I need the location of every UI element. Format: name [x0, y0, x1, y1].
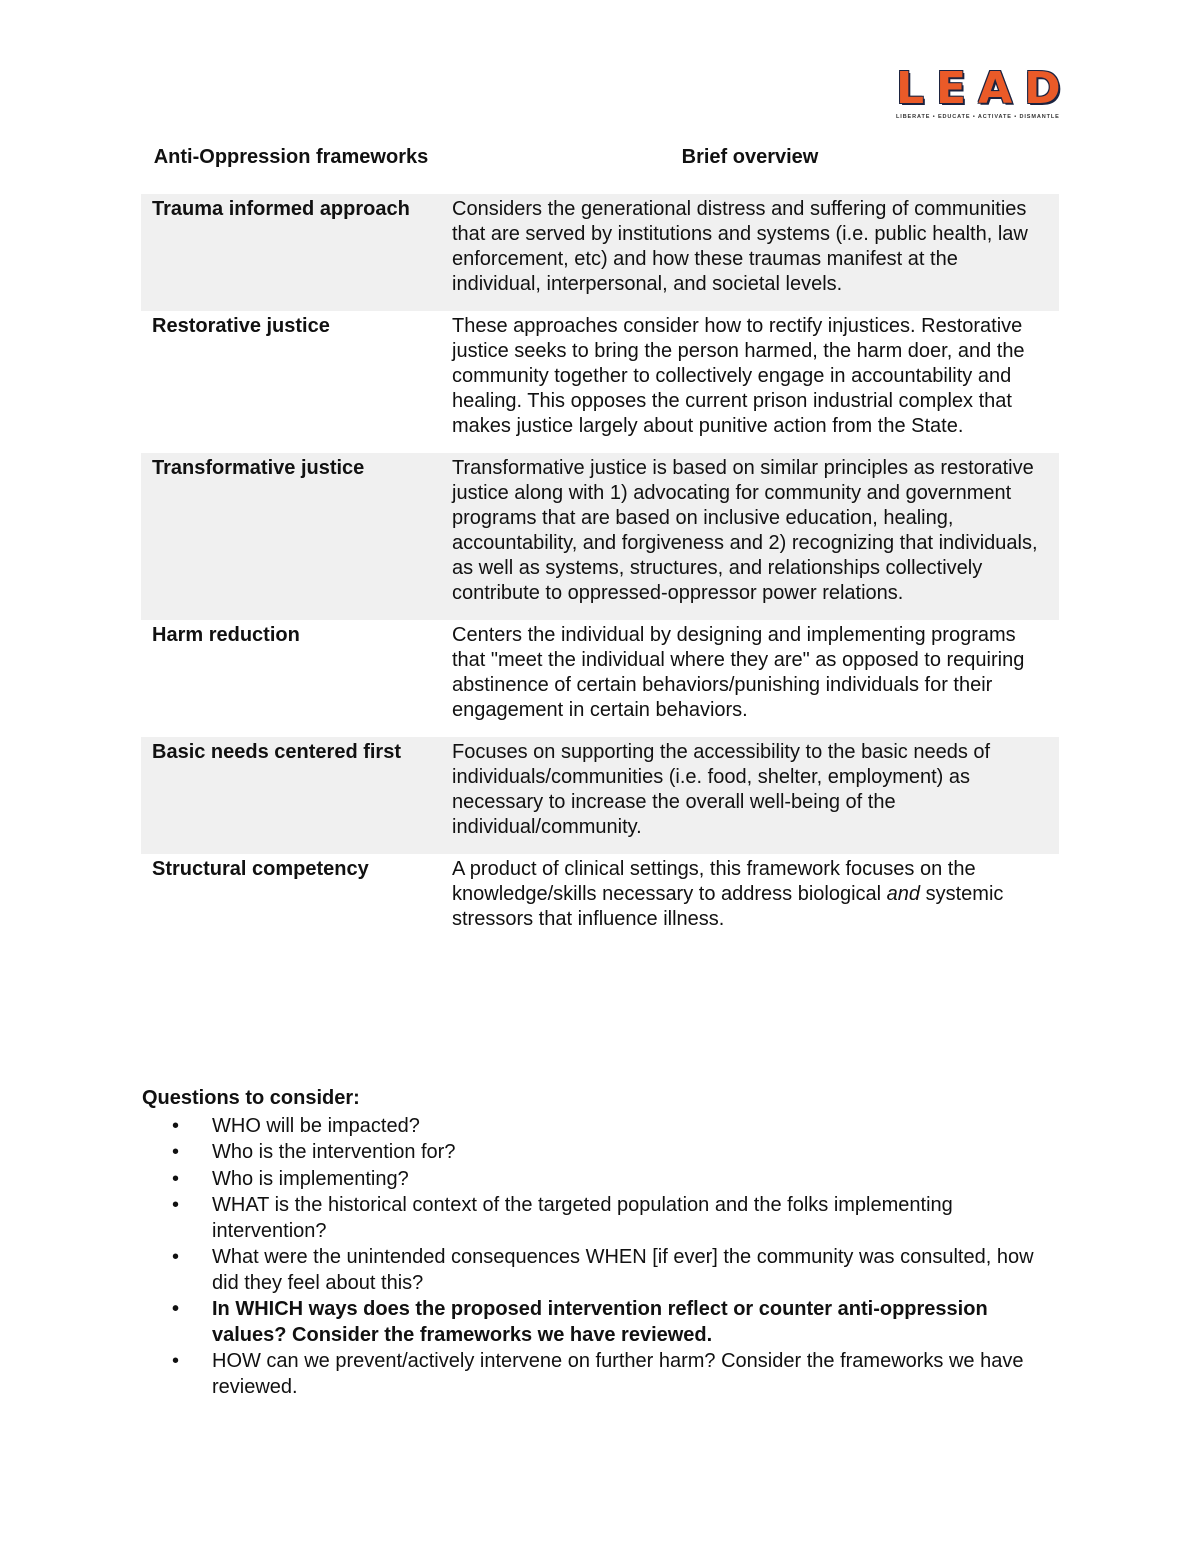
list-item: • HOW can we prevent/actively intervene on further harm? Consider the frameworks we have reviewed.: [172, 1350, 1024, 1398]
table-row: [141, 194, 1059, 311]
list-item: • WHO will be impacted?: [212, 1114, 1062, 1140]
framework-overview: These approaches consider how to rectify injustices. Restorative justice seeks to bring the person harmed, the harm doer, and the community together to collectively engage in accountability and healing. This opposes the current prison industrial complex that makes justice largely about punitive action from the State.: [452, 315, 1025, 437]
list-item: • Who is implementing?: [212, 1167, 1062, 1193]
framework-overview: Considers the generational distress and suffering of communities that are served by institutions and systems (i.e. public health, law enforcement, etc) and how these traumas manifest at the individual, interpersonal, and societal levels.: [441, 194, 1059, 311]
list-item: • Who is the intervention for?: [212, 1140, 1062, 1166]
table-row: [141, 453, 1059, 620]
framework-name: Structural competency: [152, 858, 369, 880]
framework-name: Trauma informed approach: [141, 194, 441, 311]
table-row: [141, 737, 1059, 854]
framework-overview: Centers the individual by designing and implementing programs that "meet the individual where they are" as opposed to requiring abstinence of certain behaviors/punishing individuals for their engagement in certain behaviors.: [452, 624, 1025, 721]
list-item: • In WHICH ways does the proposed intervention reflect or counter anti-oppression values? Consider the frameworks we have reviewed.: [172, 1298, 988, 1346]
overview-text: A product of clinical settings, this framework focuses on the knowledge/skills necessary to address biological: [452, 858, 976, 905]
framework-name: Restorative justice: [152, 315, 330, 337]
logo-tagline: LIBERATE • EDUCATE • ACTIVATE • DISMANTLE: [896, 114, 1060, 120]
bullet-icon: •: [172, 1194, 180, 1216]
header-frameworks: Anti-Oppression frameworks: [153, 146, 429, 168]
bullet-icon: •: [172, 1350, 180, 1372]
bullet-icon: •: [172, 1114, 180, 1137]
frameworks-table: [141, 136, 1059, 946]
bullet-icon: •: [172, 1298, 180, 1320]
table-row: [141, 854, 1059, 946]
bullet-icon: •: [172, 1167, 180, 1190]
lead-logo: [896, 63, 1073, 120]
list-item: • WHAT is the historical context of the targeted population and the folks implementing intervention?: [172, 1194, 953, 1242]
framework-overview: Focuses on supporting the accessibility to the basic needs of individuals/communities (i.e. food, shelter, employment) as necessary to increase the overall well-being of the individual/community.: [441, 737, 1059, 854]
table-row: [141, 620, 1059, 737]
questions-title: Questions to consider:: [142, 1087, 360, 1109]
bullet-icon: •: [172, 1246, 180, 1268]
bullet-icon: •: [172, 1141, 180, 1163]
list-item: • What were the unintended consequences WHEN [if ever] the community was consulted, how did they feel about this?: [172, 1246, 1034, 1294]
table-row: [141, 311, 1059, 453]
framework-overview: [441, 854, 1059, 946]
framework-name: Basic needs centered first: [141, 737, 441, 854]
overview-emphasis: and: [886, 883, 921, 905]
logo-wordmark: LEAD: [896, 63, 1073, 114]
questions-section: [142, 1086, 1062, 1401]
overview-text: systemic stressors that influence illness.: [452, 883, 1004, 930]
header-overview: Brief overview: [681, 146, 819, 168]
framework-name: Transformative justice: [141, 453, 441, 620]
framework-name: Harm reduction: [152, 624, 300, 646]
framework-overview: Transformative justice is based on similar principles as restorative justice along with 1) advocating for community and government programs that are based on inclusive education, healing, accountability, and forgiveness and 2) recognizing that individuals, as well as systems, structures, and relationships collectively contribute to oppressed-oppressor power relations.: [441, 453, 1059, 620]
questions-list: [142, 1114, 1062, 1401]
table-header-row: [141, 136, 1059, 194]
